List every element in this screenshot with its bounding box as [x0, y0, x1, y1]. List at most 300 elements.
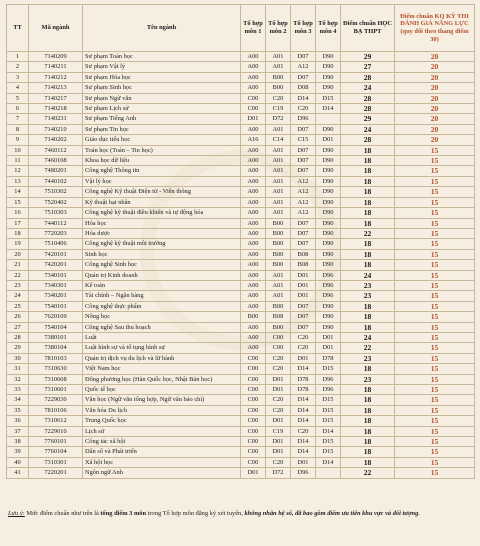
cell-ten-nganh: Tài chính – Ngân hàng: [83, 291, 241, 301]
cell-to-hop-2: A01: [266, 197, 291, 207]
cell-to-hop-1: C00: [241, 104, 266, 114]
cell-to-hop-4: D15: [316, 93, 341, 103]
cell-to-hop-4: D96: [316, 385, 341, 395]
footnote: [8, 509, 472, 518]
cell-tt: 31: [7, 364, 29, 374]
cell-diem-hoc-ba: 24: [341, 83, 395, 93]
cell-to-hop-4: D90: [316, 187, 341, 197]
cell-ma-nganh: 7420201: [29, 260, 83, 270]
cell-to-hop-2: B00: [266, 322, 291, 332]
cell-ten-nganh: Đông phương học (Hàn Quốc học, Nhật Bản học): [83, 374, 241, 384]
cell-ten-nganh: Hóa dược: [83, 228, 241, 238]
cell-diem-nang-luc: 20: [395, 114, 475, 124]
cell-to-hop-1: A00: [241, 332, 266, 342]
cell-tt: 7: [7, 114, 29, 124]
cell-to-hop-4: D90: [316, 52, 341, 62]
cell-tt: 12: [7, 166, 29, 176]
header-diem-nang-luc: Điểm chuẩn KQ KỲ THI ĐÁNH GIÁ NĂNG LỰC (quy đổi theo thang điểm 30): [395, 5, 475, 52]
cell-to-hop-4: [316, 114, 341, 124]
table-body: [7, 52, 475, 479]
cell-tt: 41: [7, 468, 29, 478]
cell-to-hop-1: A00: [241, 218, 266, 228]
cell-to-hop-1: C00: [241, 416, 266, 426]
cell-ma-nganh: 7510302: [29, 187, 83, 197]
table-row: [7, 457, 475, 467]
cell-ma-nganh: 7140217: [29, 93, 83, 103]
cell-diem-hoc-ba: 29: [341, 114, 395, 124]
cell-to-hop-4: D90: [316, 124, 341, 134]
cell-to-hop-3: A12: [291, 62, 316, 72]
cell-diem-hoc-ba: 18: [341, 176, 395, 186]
cell-diem-nang-luc: 20: [395, 135, 475, 145]
cell-diem-nang-luc: 15: [395, 156, 475, 166]
cell-ma-nganh: 7140218: [29, 104, 83, 114]
cell-diem-hoc-ba: 18: [341, 145, 395, 155]
table-row: [7, 447, 475, 457]
cell-to-hop-1: A00: [241, 280, 266, 290]
cell-ten-nganh: Nông học: [83, 312, 241, 322]
cell-to-hop-4: D90: [316, 72, 341, 82]
table-row: [7, 187, 475, 197]
cell-diem-hoc-ba: 18: [341, 197, 395, 207]
cell-diem-nang-luc: 15: [395, 187, 475, 197]
cell-ma-nganh: 7620109: [29, 312, 83, 322]
cell-diem-hoc-ba: 18: [341, 437, 395, 447]
table-row: [7, 468, 475, 478]
cell-diem-hoc-ba: 18: [341, 364, 395, 374]
cell-tt: 40: [7, 457, 29, 467]
cell-ma-nganh: 7380104: [29, 343, 83, 353]
cell-diem-hoc-ba: 18: [341, 208, 395, 218]
cell-to-hop-3: D07: [291, 124, 316, 134]
table-row: [7, 343, 475, 353]
cell-ten-nganh: Dân số và Phát triển: [83, 447, 241, 457]
cell-diem-hoc-ba: 18: [341, 301, 395, 311]
cell-to-hop-1: C00: [241, 364, 266, 374]
cell-to-hop-3: D14: [291, 416, 316, 426]
cell-diem-nang-luc: 15: [395, 426, 475, 436]
table-row: [7, 437, 475, 447]
cell-ten-nganh: Xã hội học: [83, 457, 241, 467]
cell-tt: 37: [7, 426, 29, 436]
cell-ten-nganh: Công nghệ Sau thu hoạch: [83, 322, 241, 332]
cell-diem-hoc-ba: 18: [341, 416, 395, 426]
cell-tt: 2: [7, 62, 29, 72]
cell-to-hop-2: B00: [266, 72, 291, 82]
cell-ten-nganh: Kỹ thuật hạt nhân: [83, 197, 241, 207]
cell-tt: 6: [7, 104, 29, 114]
cell-diem-nang-luc: 15: [395, 322, 475, 332]
table-row: [7, 416, 475, 426]
cell-to-hop-2: D72: [266, 114, 291, 124]
cell-tt: 36: [7, 416, 29, 426]
cell-to-hop-1: C00: [241, 395, 266, 405]
cell-ten-nganh: Luật: [83, 332, 241, 342]
cell-ma-nganh: 7810106: [29, 405, 83, 415]
cell-diem-nang-luc: 20: [395, 83, 475, 93]
cell-to-hop-1: C00: [241, 374, 266, 384]
cell-ma-nganh: 7540101: [29, 301, 83, 311]
cell-to-hop-4: D15: [316, 416, 341, 426]
table-row: [7, 208, 475, 218]
cell-tt: 11: [7, 156, 29, 166]
cell-to-hop-3: A12: [291, 187, 316, 197]
cell-diem-nang-luc: 15: [395, 197, 475, 207]
cell-ma-nganh: 7140212: [29, 72, 83, 82]
cell-ten-nganh: Khoa học dữ liệu: [83, 156, 241, 166]
cell-to-hop-1: C00: [241, 447, 266, 457]
cell-to-hop-2: A01: [266, 280, 291, 290]
cell-diem-nang-luc: 15: [395, 239, 475, 249]
cell-tt: 13: [7, 176, 29, 186]
cell-to-hop-1: A00: [241, 72, 266, 82]
cell-diem-nang-luc: 15: [395, 437, 475, 447]
table-row: [7, 124, 475, 134]
cell-to-hop-1: C00: [241, 457, 266, 467]
table-row: [7, 228, 475, 238]
cell-to-hop-1: A00: [241, 166, 266, 176]
cell-to-hop-3: C20: [291, 104, 316, 114]
cell-to-hop-3: A12: [291, 176, 316, 186]
cell-ten-nganh: Quản trị Kinh doanh: [83, 270, 241, 280]
cell-ten-nganh: Sư phạm Hóa học: [83, 72, 241, 82]
cell-ten-nganh: Sư phạm Vật lý: [83, 62, 241, 72]
cell-diem-hoc-ba: 24: [341, 332, 395, 342]
cell-ma-nganh: 7340101: [29, 270, 83, 280]
cell-tt: 25: [7, 301, 29, 311]
cell-to-hop-4: D90: [316, 176, 341, 186]
cell-diem-nang-luc: 15: [395, 291, 475, 301]
cell-diem-hoc-ba: 18: [341, 187, 395, 197]
cell-to-hop-1: A00: [241, 228, 266, 238]
cell-ma-nganh: 7140202: [29, 135, 83, 145]
cell-to-hop-2: A01: [266, 62, 291, 72]
cell-to-hop-2: C20: [266, 457, 291, 467]
cell-ten-nganh: Sư phạm Ngữ văn: [83, 93, 241, 103]
table-row: [7, 62, 475, 72]
cell-tt: 39: [7, 447, 29, 457]
cell-to-hop-3: D01: [291, 280, 316, 290]
cell-diem-nang-luc: 15: [395, 457, 475, 467]
cell-ten-nganh: Kế toán: [83, 280, 241, 290]
cell-ten-nganh: Công nghệ Thông tin: [83, 166, 241, 176]
cell-ten-nganh: Quản trị dịch vụ du lịch và lữ hành: [83, 353, 241, 363]
table-row: [7, 405, 475, 415]
table-row: [7, 176, 475, 186]
cell-tt: 17: [7, 218, 29, 228]
cell-ma-nganh: 7760101: [29, 437, 83, 447]
cell-ma-nganh: 7340201: [29, 291, 83, 301]
cell-to-hop-3: D07: [291, 145, 316, 155]
cell-to-hop-2: D72: [266, 468, 291, 478]
cell-ma-nganh: 7720203: [29, 228, 83, 238]
cell-to-hop-3: A12: [291, 208, 316, 218]
cell-to-hop-1: A00: [241, 260, 266, 270]
cell-ma-nganh: 7140213: [29, 83, 83, 93]
table-row: [7, 83, 475, 93]
cell-to-hop-3: D07: [291, 166, 316, 176]
cell-to-hop-2: C19: [266, 426, 291, 436]
footnote-end: .: [418, 510, 420, 517]
cell-diem-hoc-ba: 18: [341, 156, 395, 166]
cell-ma-nganh: 7810103: [29, 353, 83, 363]
cell-to-hop-2: C19: [266, 104, 291, 114]
cell-diem-nang-luc: 15: [395, 208, 475, 218]
table-row: [7, 280, 475, 290]
footnote-part2: trong Tổ hợp môn đăng ký xét tuyển,: [146, 510, 245, 517]
cell-to-hop-1: A00: [241, 52, 266, 62]
cell-to-hop-4: D15: [316, 405, 341, 415]
cell-diem-hoc-ba: 18: [341, 166, 395, 176]
cell-to-hop-1: A00: [241, 176, 266, 186]
cell-diem-hoc-ba: 18: [341, 426, 395, 436]
cell-diem-nang-luc: 15: [395, 228, 475, 238]
table-row: [7, 364, 475, 374]
table-row: [7, 291, 475, 301]
cell-ma-nganh: 7310601: [29, 385, 83, 395]
cell-to-hop-1: A00: [241, 249, 266, 259]
table-row: [7, 135, 475, 145]
cell-to-hop-3: B08: [291, 249, 316, 259]
cell-diem-hoc-ba: 28: [341, 72, 395, 82]
cell-diem-nang-luc: 15: [395, 301, 475, 311]
cell-ten-nganh: Công tác xã hội: [83, 437, 241, 447]
cell-to-hop-4: D90: [316, 218, 341, 228]
cell-ten-nganh: Văn hóa Du lịch: [83, 405, 241, 415]
cell-to-hop-2: C00: [266, 332, 291, 342]
cell-to-hop-2: B00: [266, 218, 291, 228]
cell-to-hop-2: C20: [266, 364, 291, 374]
cell-to-hop-1: C00: [241, 426, 266, 436]
cell-diem-nang-luc: 15: [395, 312, 475, 322]
cell-to-hop-3: D07: [291, 218, 316, 228]
cell-ten-nganh: Công nghệ kỹ thuật điều khiển và tự động hóa: [83, 208, 241, 218]
table-row: [7, 72, 475, 82]
cell-to-hop-3: D14: [291, 395, 316, 405]
cell-tt: 8: [7, 124, 29, 134]
cell-tt: 9: [7, 135, 29, 145]
cell-to-hop-2: D01: [266, 385, 291, 395]
cell-to-hop-1: C00: [241, 93, 266, 103]
cell-to-hop-4: D90: [316, 301, 341, 311]
cell-ma-nganh: 7229010: [29, 426, 83, 436]
cell-to-hop-4: D90: [316, 197, 341, 207]
cell-diem-nang-luc: 15: [395, 176, 475, 186]
cell-to-hop-3: D14: [291, 405, 316, 415]
cell-ma-nganh: 7310608: [29, 374, 83, 384]
cell-to-hop-4: D90: [316, 228, 341, 238]
cell-diem-hoc-ba: 18: [341, 239, 395, 249]
cell-to-hop-3: D07: [291, 156, 316, 166]
cell-to-hop-3: D08: [291, 83, 316, 93]
cell-to-hop-4: D15: [316, 447, 341, 457]
cell-to-hop-1: A00: [241, 124, 266, 134]
cell-ma-nganh: 7220201: [29, 468, 83, 478]
cell-ten-nganh: Sư phạm Toán học: [83, 52, 241, 62]
cell-to-hop-1: D01: [241, 114, 266, 124]
cell-to-hop-2: A01: [266, 187, 291, 197]
cell-to-hop-4: D14: [316, 457, 341, 467]
cell-to-hop-4: D96: [316, 374, 341, 384]
cell-diem-hoc-ba: 28: [341, 93, 395, 103]
cell-to-hop-4: D15: [316, 364, 341, 374]
cell-to-hop-2: B00: [266, 260, 291, 270]
cell-diem-nang-luc: 15: [395, 218, 475, 228]
table-row: [7, 374, 475, 384]
cell-diem-hoc-ba: 24: [341, 124, 395, 134]
cell-to-hop-4: D90: [316, 239, 341, 249]
cell-to-hop-4: D90: [316, 156, 341, 166]
header-diem-hoc-ba: Điểm chuẩn HỌC BẠ THPT: [341, 5, 395, 52]
cell-to-hop-4: D90: [316, 322, 341, 332]
cell-tt: 18: [7, 228, 29, 238]
cell-to-hop-1: A00: [241, 197, 266, 207]
cell-to-hop-1: A00: [241, 239, 266, 249]
cell-ten-nganh: Sinh học: [83, 249, 241, 259]
table-header-row: [7, 5, 475, 52]
cell-to-hop-1: A00: [241, 208, 266, 218]
cell-to-hop-4: D01: [316, 343, 341, 353]
cell-diem-hoc-ba: 27: [341, 62, 395, 72]
cell-ma-nganh: 7510303: [29, 208, 83, 218]
cell-to-hop-2: A01: [266, 124, 291, 134]
cell-tt: 3: [7, 72, 29, 82]
cell-to-hop-2: D01: [266, 416, 291, 426]
cell-diem-hoc-ba: 18: [341, 405, 395, 415]
cell-to-hop-2: C20: [266, 395, 291, 405]
cell-diem-hoc-ba: 28: [341, 104, 395, 114]
cell-to-hop-3: D07: [291, 52, 316, 62]
cell-to-hop-2: A01: [266, 145, 291, 155]
cell-diem-hoc-ba: 18: [341, 312, 395, 322]
cell-to-hop-2: C14: [266, 135, 291, 145]
cell-ten-nganh: Lịch sử: [83, 426, 241, 436]
cell-diem-hoc-ba: 18: [341, 249, 395, 259]
cell-to-hop-3: D14: [291, 437, 316, 447]
cell-to-hop-3: D07: [291, 239, 316, 249]
table-row: [7, 166, 475, 176]
cell-to-hop-2: C20: [266, 405, 291, 415]
cell-to-hop-4: D90: [316, 145, 341, 155]
cell-to-hop-2: B00: [266, 301, 291, 311]
cell-to-hop-2: C20: [266, 353, 291, 363]
cell-diem-hoc-ba: 18: [341, 260, 395, 270]
cell-to-hop-2: D01: [266, 374, 291, 384]
cell-to-hop-1: A00: [241, 62, 266, 72]
cell-to-hop-2: A01: [266, 176, 291, 186]
cell-diem-nang-luc: 15: [395, 468, 475, 478]
cell-diem-hoc-ba: 24: [341, 270, 395, 280]
cell-to-hop-1: A00: [241, 156, 266, 166]
cell-to-hop-4: D96: [316, 291, 341, 301]
cell-to-hop-3: B08: [291, 260, 316, 270]
cell-tt: 24: [7, 291, 29, 301]
cell-to-hop-2: C00: [266, 343, 291, 353]
cell-to-hop-3: D78: [291, 385, 316, 395]
cell-diem-nang-luc: 15: [395, 249, 475, 259]
cell-ma-nganh: 7229030: [29, 395, 83, 405]
cell-to-hop-1: A00: [241, 83, 266, 93]
header-tt: TT: [7, 5, 29, 52]
cell-ten-nganh: Quốc tế học: [83, 385, 241, 395]
cell-diem-nang-luc: 15: [395, 332, 475, 342]
cell-to-hop-3: D01: [291, 353, 316, 363]
cell-to-hop-2: D01: [266, 437, 291, 447]
cell-ten-nganh: Trung Quốc học: [83, 416, 241, 426]
cell-tt: 32: [7, 374, 29, 384]
table-row: [7, 260, 475, 270]
cell-to-hop-3: D14: [291, 364, 316, 374]
cell-diem-hoc-ba: 23: [341, 280, 395, 290]
cell-diem-nang-luc: 15: [395, 353, 475, 363]
cell-to-hop-3: C15: [291, 135, 316, 145]
table-row: [7, 270, 475, 280]
cell-to-hop-1: A16: [241, 135, 266, 145]
cell-diem-nang-luc: 20: [395, 72, 475, 82]
cell-to-hop-3: D14: [291, 447, 316, 457]
cell-to-hop-2: B00: [266, 83, 291, 93]
cell-to-hop-3: D07: [291, 301, 316, 311]
table-row: [7, 301, 475, 311]
cell-diem-nang-luc: 15: [395, 280, 475, 290]
cell-ten-nganh: Công nghệ Kỹ thuật Điện tử - Viễn thông: [83, 187, 241, 197]
cell-ten-nganh: Sư phạm Tiếng Anh: [83, 114, 241, 124]
table-row: [7, 239, 475, 249]
cell-ma-nganh: 7140209: [29, 52, 83, 62]
cell-diem-nang-luc: 15: [395, 166, 475, 176]
cell-to-hop-4: D15: [316, 395, 341, 405]
cell-to-hop-4: D96: [316, 280, 341, 290]
table-row: [7, 249, 475, 259]
table-row: [7, 312, 475, 322]
table-row: [7, 93, 475, 103]
cell-to-hop-1: A00: [241, 291, 266, 301]
cell-diem-nang-luc: 20: [395, 124, 475, 134]
cell-diem-nang-luc: 15: [395, 405, 475, 415]
cell-tt: 35: [7, 405, 29, 415]
cell-ma-nganh: 7340301: [29, 280, 83, 290]
table-row: [7, 395, 475, 405]
cell-to-hop-2: A01: [266, 156, 291, 166]
cell-to-hop-4: D90: [316, 249, 341, 259]
cell-diem-nang-luc: 20: [395, 104, 475, 114]
cell-ten-nganh: Văn học (Ngữ văn tổng hợp, Ngữ văn báo chí): [83, 395, 241, 405]
cell-to-hop-4: D90: [316, 166, 341, 176]
cell-to-hop-3: D14: [291, 93, 316, 103]
cell-tt: 20: [7, 249, 29, 259]
cell-ten-nganh: Sư phạm Lịch sử: [83, 104, 241, 114]
cell-to-hop-2: B00: [266, 239, 291, 249]
cell-to-hop-1: A00: [241, 322, 266, 332]
table-row: [7, 332, 475, 342]
cell-to-hop-1: A00: [241, 343, 266, 353]
cell-to-hop-1: C00: [241, 405, 266, 415]
cell-tt: 23: [7, 280, 29, 290]
cell-to-hop-3: D96: [291, 468, 316, 478]
cell-tt: 10: [7, 145, 29, 155]
cell-to-hop-2: B00: [266, 228, 291, 238]
cell-to-hop-4: D90: [316, 260, 341, 270]
cell-tt: 4: [7, 83, 29, 93]
cell-diem-hoc-ba: 18: [341, 385, 395, 395]
cell-tt: 1: [7, 52, 29, 62]
cell-ma-nganh: 7460108: [29, 156, 83, 166]
cell-diem-hoc-ba: 23: [341, 374, 395, 384]
cell-ten-nganh: Công nghệ thực phẩm: [83, 301, 241, 311]
cell-to-hop-4: D01: [316, 332, 341, 342]
cell-to-hop-3: D07: [291, 312, 316, 322]
cell-ma-nganh: 7440102: [29, 176, 83, 186]
